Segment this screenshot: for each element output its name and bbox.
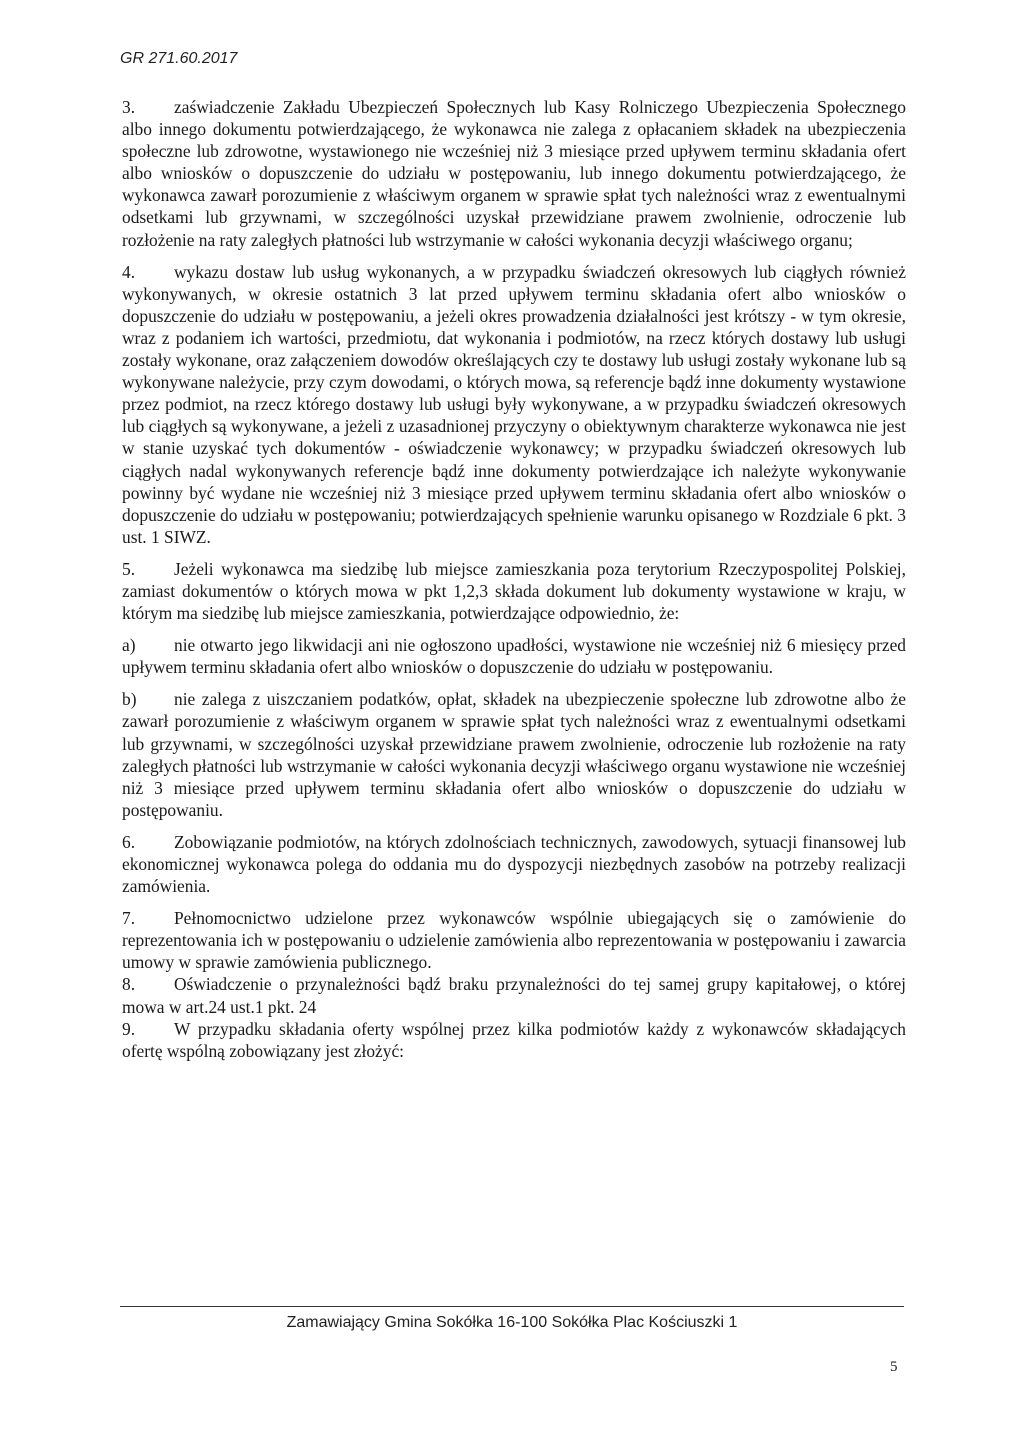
paragraph-number: a) (122, 635, 136, 656)
paragraph-3 (122, 96, 906, 251)
paragraph-number: 8. (122, 974, 136, 995)
paragraph-text: nie otwarto jego likwidacji ani nie ogłoszono upadłości, wystawione nie wcześniej niż 6 miesięcy przed upływem terminu składania ofert albo wniosków o dopuszczenie do udziału w postępowaniu. (122, 635, 906, 678)
paragraph-number: 9. (122, 1018, 136, 1039)
paragraph-5b (122, 688, 906, 821)
paragraph-number: b) (122, 689, 137, 710)
paragraph-text: Oświadczenie o przynależności bądź braku przynależności do tej samej grupy kapitałowej, o której mowa w art.24 ust.1 pkt. 24 (122, 974, 906, 1017)
paragraph-6 (122, 831, 906, 897)
paragraph-number: 4. (122, 261, 136, 282)
paragraph-text: Jeżeli wykonawca ma siedzibę lub miejsce zamieszkania poza terytorium Rzeczypospolitej Polskiej, zamiast dokumentów o których mowa w pkt 1,2,3 składa dokument lub dokumenty wystawione w kraju, w którym ma siedzibę lub miejsce zamieszkania, potwierdzające odpowiednio, że: (122, 558, 906, 624)
paragraph-number: 7. (122, 908, 136, 929)
paragraph-5a (122, 634, 906, 678)
paragraph-4 (122, 261, 906, 548)
paragraph-8 (122, 973, 906, 1017)
paragraph-number: 3. (122, 97, 136, 117)
paragraph-text: nie zalega z uiszczaniem podatków, opłat, składek na ubezpieczenie społeczne lub zdrowotne albo że zawarł porozumienie z właściwym organem w sprawie spłat tych należności wraz z ewentualnymi odsetkami lub grzywnami, w szczególności uzyskał przewidziane prawem zwolnienie, odroczenie lub rozłożenie na raty zaległych płatności lub wstrzymanie w całości wykonania decyzji właściwego organu wystawione nie wcześniej niż 3 miesiące przed upływem terminu składania ofert albo wniosków o dopuszczenie do udziału w postępowaniu. (122, 689, 906, 820)
paragraph-text: Pełnomocnictwo udzielone przez wykonawców wspólnie ubiegających się o zamówienie do reprezentowania ich w postępowaniu o udzielenie zamówienia albo reprezentowania w postępowaniu i zawarcia umowy w sprawie zamówienia publicznego. (122, 908, 906, 973)
paragraph-5 (122, 558, 906, 624)
paragraph-text: Zobowiązanie podmiotów, na których zdolnościach technicznych, zawodowych, sytuacji finansowej lub ekonomicznej wykonawca polega do oddania mu do dyspozycji niezbędnych zasobów na potrzeby realizacji zamówienia. (122, 831, 906, 897)
document-body (122, 96, 906, 1062)
paragraph-number: 5. (122, 558, 136, 579)
paragraph-text: W przypadku składania oferty wspólnej przez kilka podmiotów każdy z wykonawców składających ofertę wspólną zobowiązany jest złożyć: (122, 1018, 906, 1061)
footer-text: Zamawiający Gmina Sokółka 16-100 Sokółka Plac Kościuszki 1 (286, 1314, 738, 1331)
footer-divider (120, 1306, 904, 1307)
paragraph-text: zaświadczenie Zakładu Ubezpieczeń Społecznych lub Kasy Rolniczego Ubezpieczenia Społecznego albo innego dokumentu potwierdzającego, że wykonawca nie zalega z opłacaniem składek na ubezpieczenia społeczne lub zdrowotne, wystawionego nie wcześniej niż 3 miesiące przed upływem terminu składania ofert albo wniosków o dopuszczenie do udziału w postępowaniu, lub innego dokumentu potwierdzającego, że wykonawca zawarł porozumienie z właściwym organem w sprawie spłat tych należności wraz z ewentualnymi odsetkami lub grzywnami, w szczególności uzyskał przewidziane prawem zwolnienie, odroczenie lub rozłożenie na raty zaległych płatności lub wstrzymanie w całości wykonania decyzji właściwego organu; (122, 97, 906, 250)
page-number: 5 (890, 1359, 898, 1375)
document-reference: GR 271.60.2017 (120, 50, 238, 67)
paragraph-text: wykazu dostaw lub usług wykonanych, a w przypadku świadczeń okresowych lub ciągłych również wykonywanych, w okresie ostatnich 3 lat przed upływem terminu składania ofert albo wniosków o dopuszczenie do udziału w postępowaniu, a jeżeli okres prowadzenia działalności jest krótszy - w tym okresie, wraz z podaniem ich wartości, przedmiotu, dat wykonania i podmiotów, na rzecz których dostawy lub usługi zostały wykonane, oraz załączeniem dowodów określających czy te dostawy lub usługi zostały wykonane lub są wykonywane należycie, przy czym dowodami, o których mowa, są referencje bądź inne dokumenty wystawione przez podmiot, na rzecz którego dostawy lub usługi były wykonywane, a w przypadku świadczeń okresowych lub ciągłych są wykonywane, a jeżeli z uzasadnionej przyczyny o obiektywnym charakterze wykonawca nie jest w stanie uzyskać tych dokumentów - oświadczenie wykonawcy; w przypadku świadczeń okresowych lub ciągłych nadal wykonywanych referencje bądź inne dokumenty potwierdzające ich należyte wykonywanie powinny być wydane nie wcześniej niż 3 miesiące przed upływem terminu składania ofert albo wniosków o dopuszczenie do udziału w postępowaniu; potwierdzających spełnienie warunku opisanego w Rozdziale 6 pkt. 3 ust. 1 SIWZ. (122, 261, 906, 547)
paragraph-9 (122, 1018, 906, 1062)
paragraph-number: 6. (122, 831, 136, 852)
paragraph-7 (122, 907, 906, 973)
